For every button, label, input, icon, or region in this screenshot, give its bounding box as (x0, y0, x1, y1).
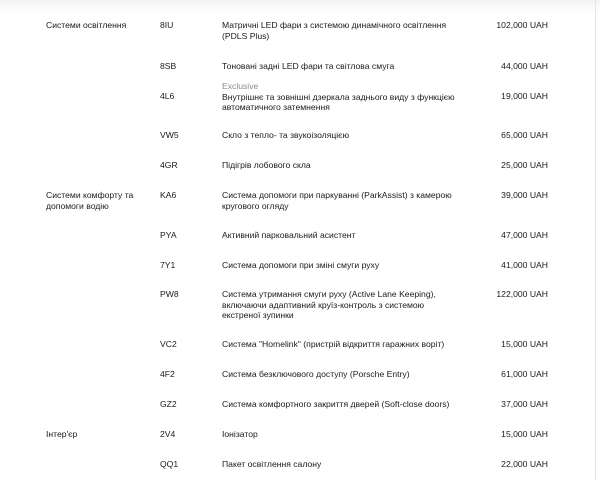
page-right-edge (595, 0, 596, 480)
option-code: PW8 (160, 289, 179, 299)
option-description-text: Система комфортного закриття дверей (Soft-close doors) (222, 399, 450, 409)
category-label: Інтер'єр (46, 429, 78, 439)
option-description (222, 399, 462, 410)
option-price: 47,000 UAH (501, 230, 548, 240)
option-description (222, 61, 462, 72)
option-code: 4F2 (160, 369, 175, 379)
option-description-text: Система допомоги при зміні смуги руху (222, 260, 380, 270)
option-description (222, 160, 462, 171)
option-price: 19,000 UAH (501, 91, 548, 101)
option-price: 122,000 UAH (496, 289, 548, 299)
option-price: 65,000 UAH (501, 130, 548, 140)
option-price: 44,000 UAH (501, 61, 548, 71)
option-code: GZ2 (160, 399, 177, 409)
option-description-text: Тоновані задні LED фари та світлова смуга (222, 61, 395, 71)
category-label: Системи комфорту та допомоги водію (46, 190, 134, 211)
page-top-shadow (0, 0, 600, 14)
option-description-text: Система утримання смуги руху (Active Lane Keeping), включаючи адаптивний круїз-контроль з системою екстреної зупинки (222, 289, 436, 320)
option-code: QQ1 (160, 459, 179, 469)
option-price: 25,000 UAH (501, 160, 548, 170)
option-description-text: Підігрів лобового скла (222, 160, 311, 170)
option-code: VW5 (160, 130, 179, 140)
option-description-text: Пакет освітлення салону (222, 459, 322, 469)
option-description (222, 81, 462, 113)
option-description (222, 369, 462, 380)
option-code: 4L6 (160, 91, 175, 101)
option-code: KA6 (160, 190, 177, 200)
option-description-text: Скло з тепло- та звукоізоляцією (222, 130, 350, 140)
option-description (222, 130, 462, 141)
option-description (222, 339, 462, 350)
option-description (222, 429, 462, 440)
option-description-text: Система допомоги при паркуванні (ParkAssist) з камерою кругового огляду (222, 190, 452, 211)
option-price: 61,000 UAH (501, 369, 548, 379)
option-code: 4GR (160, 160, 178, 170)
option-package-tag: Exclusive (222, 81, 259, 91)
option-price: 102,000 UAH (496, 20, 548, 30)
option-description-text: Іонізатор (222, 429, 258, 439)
option-description (222, 230, 462, 241)
option-price: 39,000 UAH (501, 190, 548, 200)
option-description-text: Матричні LED фари з системою динамічного освітлення (PDLS Plus) (222, 20, 447, 41)
option-description (222, 289, 462, 321)
option-description (222, 20, 462, 41)
option-description (222, 190, 462, 211)
option-description-text: Внутрішнє та зовнішні дзеркала заднього виду з функцією автоматичного затемнення (222, 91, 455, 112)
category-label: Системи освітлення (46, 20, 127, 30)
option-code: 8IU (160, 20, 174, 30)
option-price: 22,000 UAH (501, 459, 548, 469)
option-description-text: Система безключового доступу (Porsche Entry) (222, 369, 410, 379)
option-code: 7Y1 (160, 260, 176, 270)
option-description (222, 260, 462, 271)
option-price: 15,000 UAH (501, 429, 548, 439)
option-code: VC2 (160, 339, 177, 349)
option-description (222, 459, 462, 470)
option-code: PYA (160, 230, 177, 240)
option-description-text: Активний парковальний асистент (222, 230, 356, 240)
option-price: 15,000 UAH (501, 339, 548, 349)
option-description-text: Система "Homelink" (пристрій відкриття гаражних воріт) (222, 339, 445, 349)
option-price: 37,000 UAH (501, 399, 548, 409)
option-price: 41,000 UAH (501, 260, 548, 270)
option-code: 8SB (160, 61, 177, 71)
option-code: 2V4 (160, 429, 176, 439)
